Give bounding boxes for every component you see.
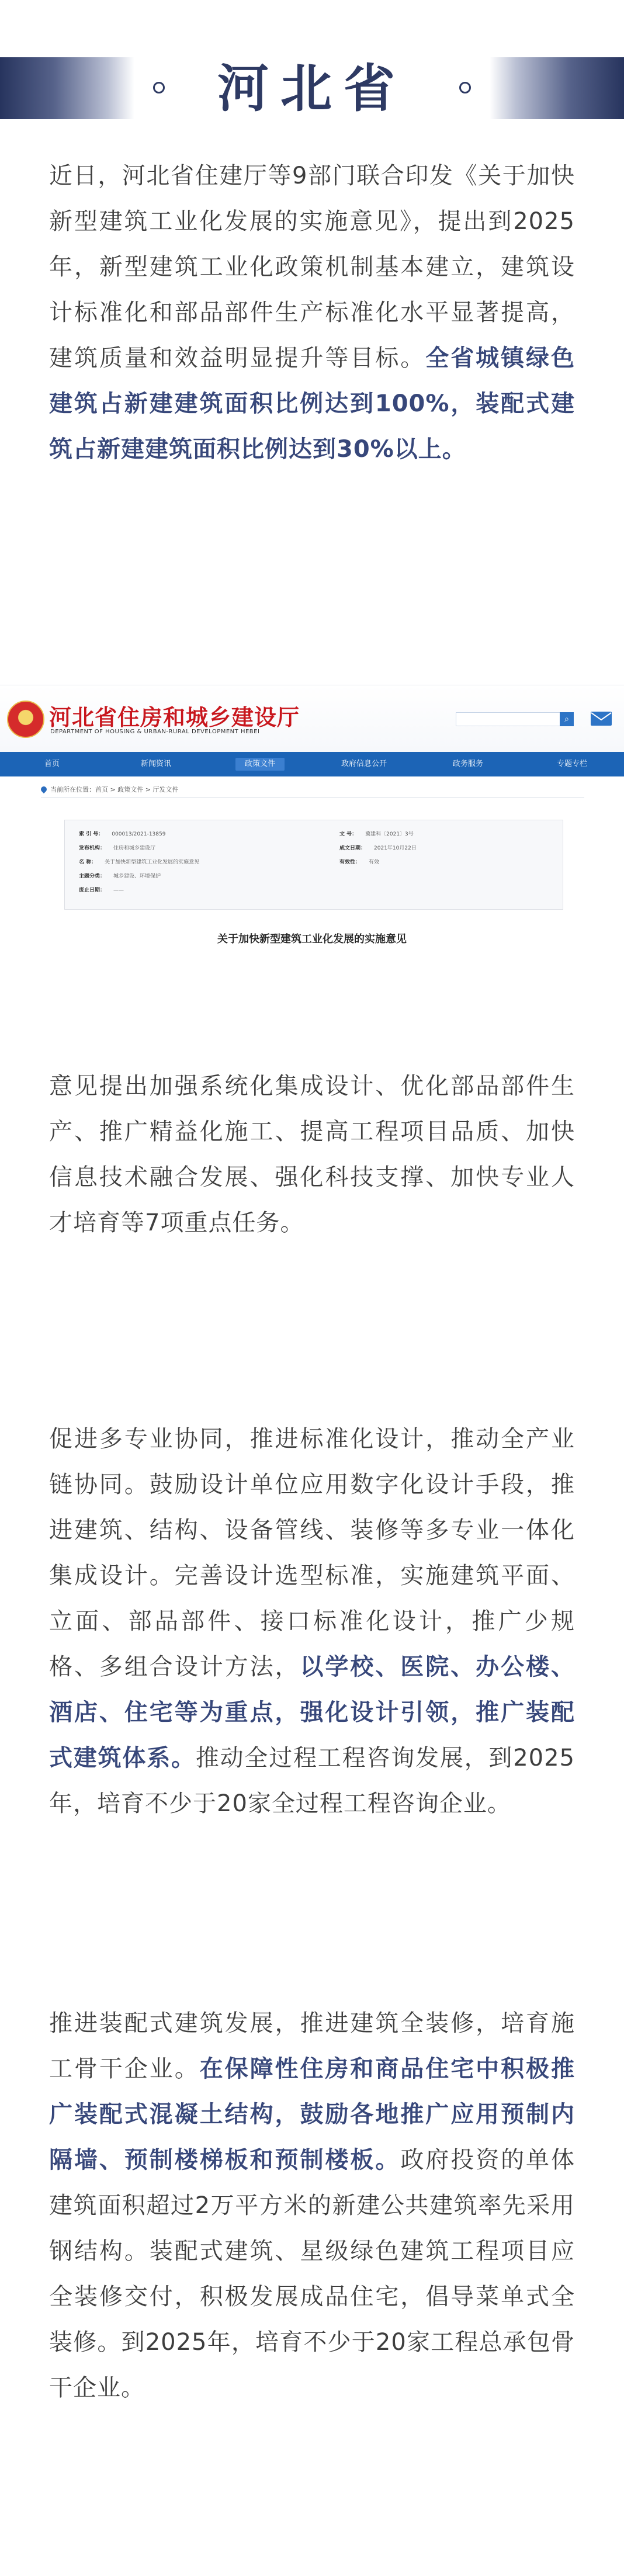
info-value: 冀建科〔2021〕3号 <box>365 831 414 837</box>
info-abolish <box>79 886 124 893</box>
nav-item-news[interactable] <box>104 752 208 776</box>
design-paragraph <box>49 1416 575 1826</box>
nav-item-label: 新闻资讯 <box>140 760 171 768</box>
info-label: 废止日期： <box>79 887 106 893</box>
info-value: 2021年10月22日 <box>374 845 417 851</box>
screenshot-fade <box>0 966 624 1013</box>
title-banner <box>0 54 624 123</box>
intro-paragraph <box>49 153 575 472</box>
nav-item-special[interactable] <box>520 752 624 776</box>
info-value: —— <box>113 887 124 893</box>
nav-item-services[interactable] <box>416 752 520 776</box>
info-value: 000013/2021-13859 <box>112 831 166 837</box>
info-name <box>79 858 199 865</box>
info-doc-no <box>339 830 414 837</box>
website-screenshot <box>0 685 624 1013</box>
info-label: 成文日期： <box>339 845 366 851</box>
nav-item-label-active: 政策文件 <box>235 758 285 771</box>
search-input[interactable] <box>456 712 568 726</box>
page-title: 河北省 <box>217 58 407 119</box>
breadcrumb-text[interactable]: 当前所在位置：首页 > 政策文件 > 厅发文件 <box>50 786 179 793</box>
info-label: 索 引 号： <box>79 831 104 837</box>
construction-highlight: 在保障性住房和商品住宅中积极推广装配式混凝土结构，鼓励各地推广应用预制内隔墙、预制楼梯板和预制楼板。 <box>49 2055 576 2173</box>
website-header <box>0 685 624 752</box>
info-index <box>79 830 165 837</box>
info-value: 有效 <box>369 859 380 865</box>
nav-item-label: 政务服务 <box>452 760 483 768</box>
info-label: 文 号： <box>339 831 358 837</box>
site-name-english: DEPARTMENT OF HOUSING & URBAN-RURAL DEVELOPMENT HEBEI <box>50 729 260 735</box>
info-label: 有效性： <box>339 859 361 865</box>
construction-text-end: 政府投资的单体建筑面积超过2万平方米的新建公共建筑率先采用钢结构。装配式建筑、星级绿色建筑工程项目应全装修交付，积极发展成品住宅，倡导菜单式全装修。到2025年，培育不少于20家工程总承包骨干企业。 <box>49 2147 576 2401</box>
national-emblem-icon <box>7 701 44 738</box>
nav-item-label: 首页 <box>44 760 60 768</box>
mail-icon[interactable] <box>590 711 612 726</box>
info-issuer <box>79 844 155 851</box>
construction-paragraph <box>49 2001 575 2411</box>
info-validity <box>339 858 379 865</box>
site-name: 河北省住房和城乡建设厅 <box>49 705 300 730</box>
website-nav <box>0 752 624 776</box>
tasks-paragraph <box>49 1063 575 1246</box>
intro-highlight: 全省城镇绿色建筑占新建建筑面积比例达到100%，装配式建筑占新建建筑面积比例达到30%以上。 <box>49 345 575 463</box>
construction-text: 推进装配式建筑发展，推进建筑全装修，培育施工骨干企业。 <box>49 2010 575 2082</box>
info-value: 住房和城乡建设厅 <box>113 845 156 851</box>
nav-item-policy[interactable] <box>208 752 312 776</box>
location-pin-icon <box>40 785 48 793</box>
tasks-text: 意见提出加强系统化集成设计、优化部品部件生产、推广精益化施工、提高工程项目品质、加快信息技术融合发展、强化科技支撑、加快专业人才培育等7项重点任务。 <box>49 1073 575 1236</box>
info-subject <box>79 872 161 879</box>
nav-item-home[interactable] <box>0 752 104 776</box>
document-info-box <box>64 820 563 910</box>
breadcrumb <box>41 785 178 794</box>
search-icon[interactable]: ⌕ <box>560 712 574 726</box>
info-value: 城乡建设、环境保护 <box>113 873 161 879</box>
nav-item-label: 专题专栏 <box>556 760 587 768</box>
design-text-end: 推动全过程工程咨询发展，到2025年，培育不少于20家全过程工程咨询企业。 <box>49 1745 576 1817</box>
design-text: 促进多专业协同，推进标准化设计，推动全产业链协同。鼓励设计单位应用数字化设计手段，推进建筑、结构、设备管线、装修等多专业一体化集成设计。完善设计选型标准，实施建筑平面、立面、部品部件、接口标准化设计，推广少规格、多组合设计方法， <box>49 1426 575 1680</box>
info-label: 发布机构： <box>79 845 106 851</box>
nav-item-label: 政府信息公开 <box>341 760 387 768</box>
intro-text: 近日，河北省住建厅等9部门联合印发《关于加快新型建筑工业化发展的实施意见》，提出到2025年，新型建筑工业化政策机制基本建立，建筑设计标准化和部品部件生产标准化水平显著提高，建筑质量和效益明显提升等目标。 <box>49 162 575 372</box>
document-title: 关于加快新型建筑工业化发展的实施意见 <box>217 933 407 945</box>
info-value: 关于加快新型建筑工业化发展的实施意见 <box>105 859 200 865</box>
info-label: 主题分类： <box>79 873 106 879</box>
design-highlight: 以学校、医院、办公楼、酒店、住宅等为重点，强化设计引领，推广装配式建筑体系。 <box>49 1653 575 1771</box>
info-label: 名 称： <box>79 859 97 865</box>
info-date <box>339 844 417 851</box>
nav-item-disclosure[interactable] <box>312 752 416 776</box>
